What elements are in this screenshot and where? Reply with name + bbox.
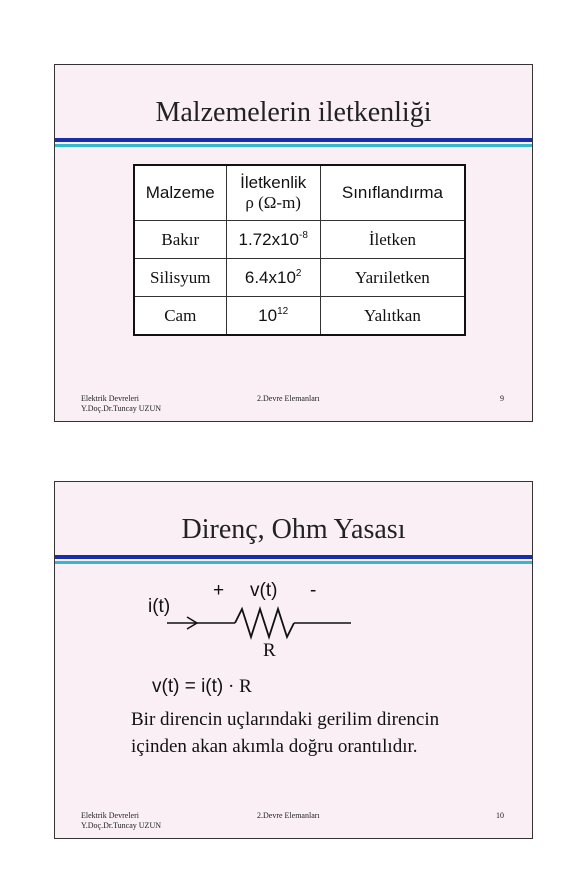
header-conductivity-unit: ρ (Ω-m): [245, 193, 301, 212]
title-rule-blue: [55, 138, 532, 142]
footer-author: Y.Doç.Dr.Tuncay UZUN: [81, 404, 161, 413]
resistor-symbol: [235, 609, 294, 637]
cell-material: Cam: [134, 297, 226, 336]
footer-course: Elektrik Devreleri: [81, 811, 139, 820]
footer-author: Y.Doç.Dr.Tuncay UZUN: [81, 821, 161, 830]
footer-page-number: 9: [500, 394, 504, 403]
cell-resistivity: [226, 259, 320, 297]
voltage-label: v(t): [250, 580, 278, 601]
title-rule-cyan: [55, 144, 532, 147]
cell-material: Silisyum: [134, 259, 226, 297]
resistivity-base: 6.4x10: [244, 267, 296, 287]
header-classification: Sınıflandırma: [320, 165, 465, 221]
table-row: [134, 259, 465, 297]
footer-left: [81, 811, 161, 831]
equation-lhs: v(t) = i(t): [152, 676, 224, 697]
cell-classification: Yarıiletken: [320, 259, 465, 297]
header-conductivity: [226, 165, 320, 221]
cell-classification: Yalıtkan: [320, 297, 465, 336]
footer-left: [81, 394, 161, 414]
conductivity-table: [133, 164, 466, 336]
description-line: Bir direncin uçlarındaki gerilim direncin: [131, 709, 440, 730]
current-label: i(t): [148, 596, 171, 617]
cell-resistivity: [226, 297, 320, 336]
slide-title: Malzemelerin iletkenliği: [155, 97, 432, 128]
table-row: [134, 297, 465, 336]
ohms-law-description: [131, 706, 511, 760]
slide-title: Direnç, Ohm Yasası: [181, 514, 406, 545]
table-header-row: [134, 165, 465, 221]
voltage-minus-sign: -: [310, 580, 317, 601]
resistivity-exponent: 12: [277, 305, 289, 317]
table-row: [134, 221, 465, 259]
cell-resistivity: [226, 221, 320, 259]
equation-rhs: · R: [223, 676, 252, 697]
resistivity-exponent: 2: [295, 267, 302, 279]
resistivity-base: 1.72x10: [238, 229, 299, 249]
cell-material: Bakır: [134, 221, 226, 259]
footer-chapter: 2.Devre Elemanları: [257, 811, 320, 820]
header-conductivity-title: İletkenlik: [240, 173, 307, 192]
header-material: Malzeme: [134, 165, 226, 221]
resistor-circuit-diagram: [55, 482, 534, 840]
footer-course: Elektrik Devreleri: [81, 394, 139, 403]
cell-classification: İletken: [320, 221, 465, 259]
voltage-plus-sign: +: [213, 580, 225, 601]
resistivity-base: 10: [258, 305, 278, 325]
ohms-law-equation: [152, 676, 252, 698]
resistivity-exponent: -8: [298, 229, 308, 241]
slide-conductivity: [54, 64, 533, 422]
resistor-label: R: [263, 640, 276, 661]
slide-ohms-law: [54, 481, 533, 839]
footer-chapter: 2.Devre Elemanları: [257, 394, 320, 403]
footer-page-number: 10: [496, 811, 504, 820]
description-line: içinden akan akımla doğru orantılıdır.: [131, 736, 418, 757]
